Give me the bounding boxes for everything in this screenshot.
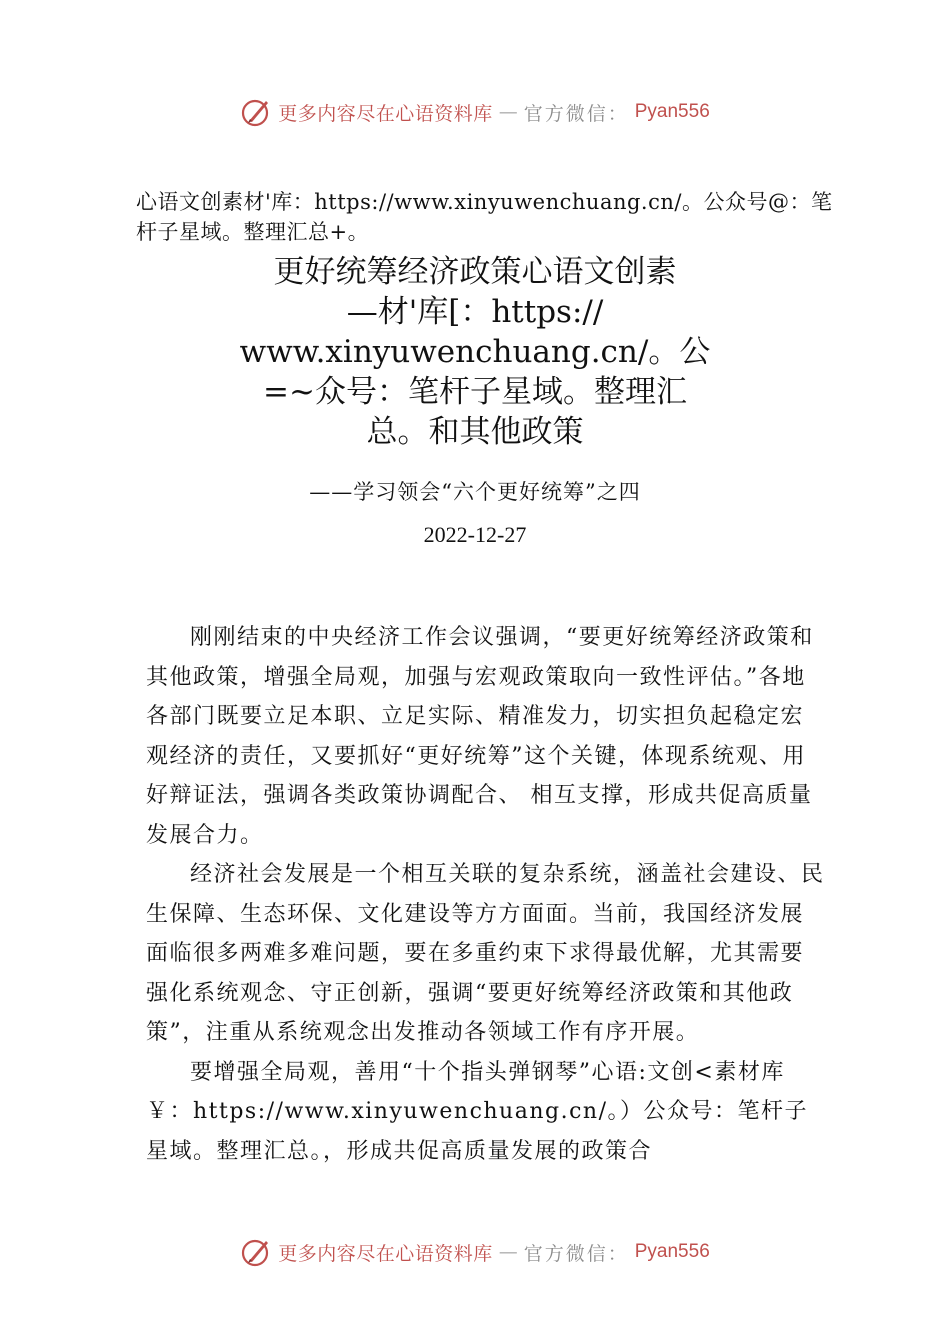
- quill-pen-circle-icon: [240, 96, 272, 128]
- quill-pen-circle-icon: [240, 1236, 272, 1268]
- document-body: [146, 618, 826, 1171]
- watermark-header: [0, 96, 950, 128]
- document-title: [200, 252, 750, 452]
- document-subtitle: ——学习领会“六个更好统筹”之四: [309, 480, 641, 504]
- body-paragraph: 刚刚结束的中央经济工作会议强调，“要更好统筹经济政策和其他政策，增强全局观，加强与宏观政策取向一致性评估。”各地各部门既要立足本职、立足实际、精准发力，切实担负起稳定宏观经济的责任，又要抓好“更好统筹”这个关键，体现系统观、用好辩证法，强调各类政策协调配合、 相互支撑，形成共促高质量发展合力。: [146, 625, 814, 848]
- body-paragraph: 要增强全局观，善用“十个指头弹钢琴”心语:文创<素材库￥：https://www.xinyuwenchuang.cn/。）公众号：笔杆子星域。整理汇总。，形成共促高质量发展的政策合: [146, 1059, 808, 1164]
- body-paragraph: 经济社会发展是一个相互关联的复杂系统，涵盖社会建设、民生保障、生态环保、文化建设等方方面面。当前，我国经济发展面临很多两难多难问题，要在多重约束下求得最优解，尤其需要强化系统观念、守正创新，强调“要更好统筹经济政策和其他政策”，注重从系统观念出发推动各领域工作有序开展。: [146, 862, 825, 1045]
- watermark-official-label: 官方微信：: [523, 102, 629, 125]
- title-line: —材'库[：https://: [346, 294, 604, 330]
- title-line: 更好统筹经济政策心语文创素: [273, 254, 677, 290]
- watermark-footer: [0, 1236, 950, 1268]
- watermark-separator: —: [498, 1241, 518, 1263]
- title-line: 总。和其他政策: [366, 414, 584, 450]
- watermark-brand: 更多内容尽在心语资料库: [278, 1242, 493, 1265]
- watermark-brand: 更多内容尽在心语资料库: [278, 102, 493, 125]
- title-line: www.xinyuwenchuang.cn/。公: [239, 334, 711, 370]
- title-line: =~众号：笔杆子星域。整理汇: [263, 374, 687, 410]
- watermark-wechat-id: Pyan556: [634, 1241, 710, 1262]
- document-date: 2022-12-27: [423, 522, 527, 547]
- watermark-official-label: 官方微信：: [523, 1242, 629, 1265]
- watermark-wechat-id: Pyan556: [634, 101, 710, 122]
- watermark-separator: —: [498, 101, 518, 123]
- header-note: 心语文创素材'库：https://www.xinyuwenchuang.cn/。公众号@：笔杆子星域。整理汇总+。: [136, 190, 833, 244]
